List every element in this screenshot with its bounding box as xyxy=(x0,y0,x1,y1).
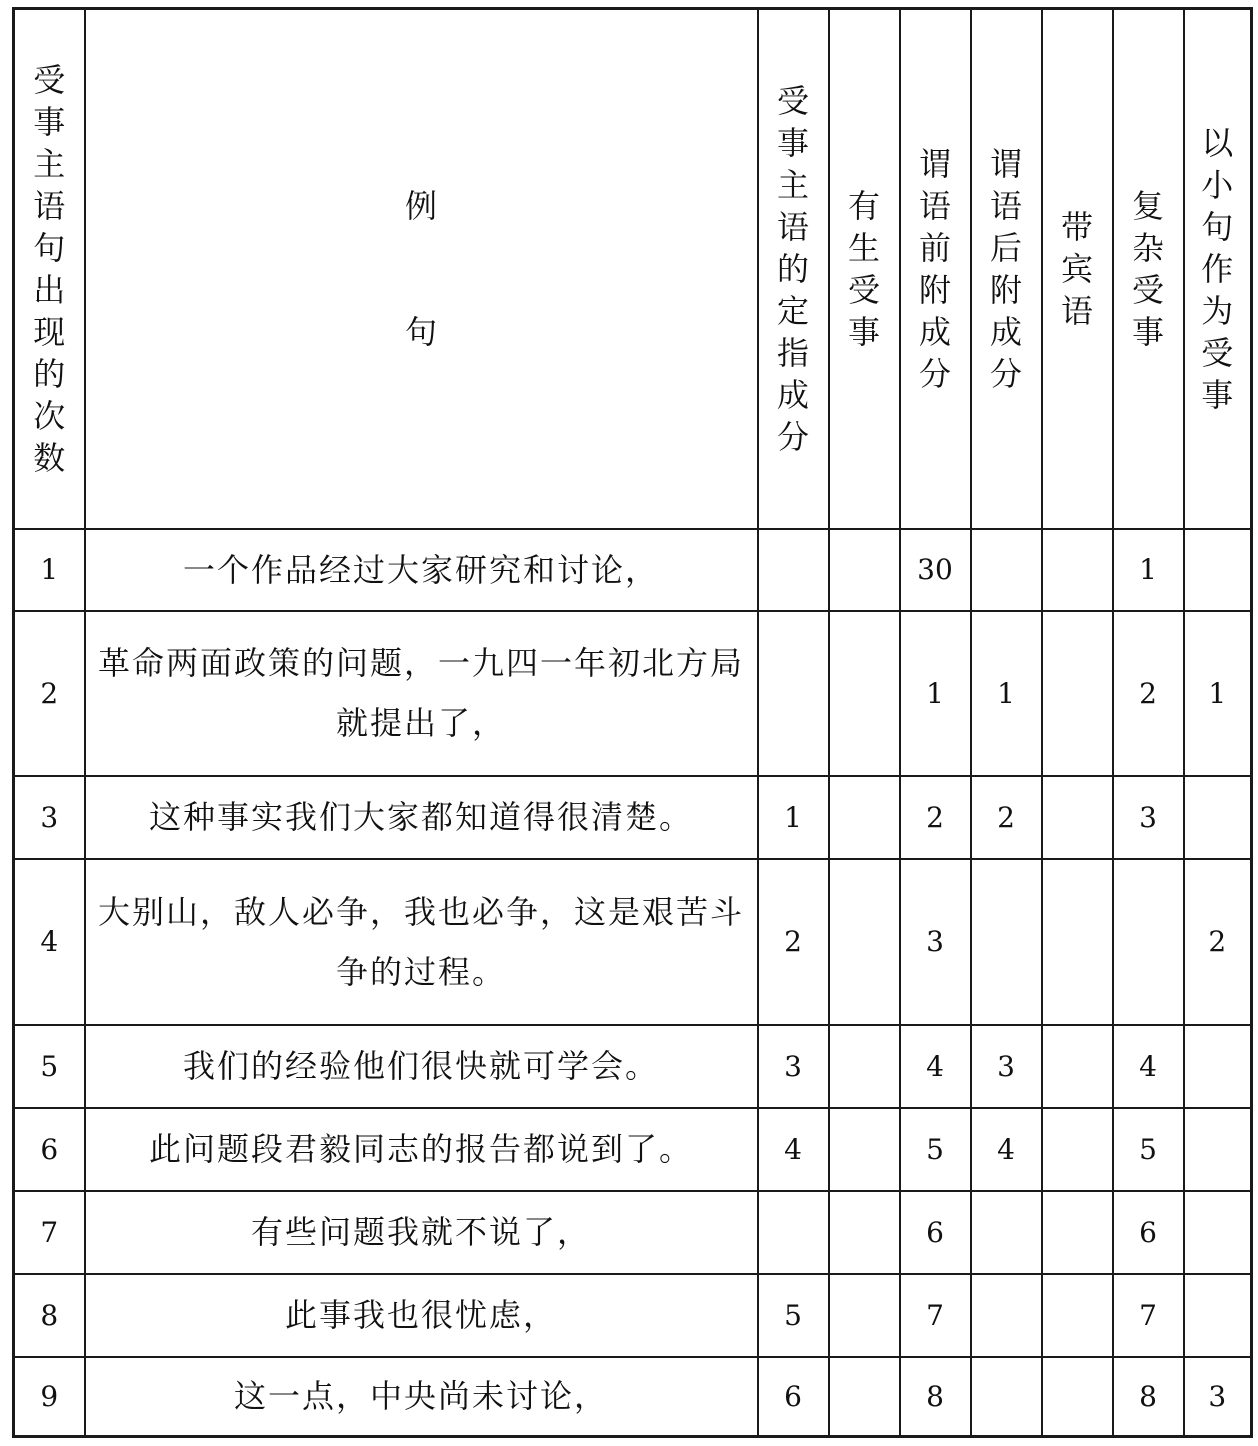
example-sentence: 这一点，中央尚未讨论， xyxy=(85,1357,758,1437)
cell-value: 4 xyxy=(758,1108,829,1191)
cell-value: 30 xyxy=(900,529,971,611)
example-sentence: 有些问题我就不说了， xyxy=(85,1191,758,1274)
cell-value: 6 xyxy=(900,1191,971,1274)
example-sentence: 此问题段君毅同志的报告都说到了。 xyxy=(85,1108,758,1191)
table-row xyxy=(14,1108,1252,1191)
cell-value: 6 xyxy=(1113,1191,1184,1274)
header-col-4: 谓语后附成分 xyxy=(971,9,1042,529)
row-number: 3 xyxy=(14,776,85,859)
cell-value xyxy=(1042,1357,1113,1437)
row-number: 5 xyxy=(14,1025,85,1108)
cell-value: 1 xyxy=(1113,529,1184,611)
cell-value xyxy=(1042,776,1113,859)
header-col-6: 复杂受事 xyxy=(1113,9,1184,529)
table-row xyxy=(14,529,1252,611)
cell-value xyxy=(1184,1108,1252,1191)
header-col-7: 以小句作为受事 xyxy=(1184,9,1252,529)
row-number: 8 xyxy=(14,1274,85,1357)
table-row xyxy=(14,1357,1252,1437)
cell-value xyxy=(1042,611,1113,776)
table-row xyxy=(14,776,1252,859)
row-number: 9 xyxy=(14,1357,85,1437)
cell-value xyxy=(1184,776,1252,859)
row-number: 6 xyxy=(14,1108,85,1191)
cell-value xyxy=(829,1108,900,1191)
cell-value xyxy=(971,1274,1042,1357)
cell-value xyxy=(971,1191,1042,1274)
cell-value: 1 xyxy=(758,776,829,859)
header-example: 例 句 xyxy=(85,9,758,529)
cell-value xyxy=(971,1357,1042,1437)
cell-value: 2 xyxy=(1184,859,1252,1025)
cell-value: 5 xyxy=(900,1108,971,1191)
cell-value xyxy=(829,1274,900,1357)
cell-value: 3 xyxy=(758,1025,829,1108)
header-col-2: 有生受事 xyxy=(829,9,900,529)
header-col-3: 谓语前附成分 xyxy=(900,9,971,529)
cell-value xyxy=(829,611,900,776)
cell-value: 2 xyxy=(971,776,1042,859)
example-sentence: 一个作品经过大家研究和讨论， xyxy=(85,529,758,611)
cell-value: 1 xyxy=(900,611,971,776)
row-number: 7 xyxy=(14,1191,85,1274)
table-row xyxy=(14,1025,1252,1108)
table-row xyxy=(14,859,1252,1025)
cell-value: 8 xyxy=(900,1357,971,1437)
header-col-1: 受事主语的定指成分 xyxy=(758,9,829,529)
example-sentence: 革命两面政策的问题，一九四一年初北方局就提出了， xyxy=(85,611,758,776)
example-sentence: 这种事实我们大家都知道得很清楚。 xyxy=(85,776,758,859)
cell-value xyxy=(758,1191,829,1274)
cell-value: 4 xyxy=(1113,1025,1184,1108)
example-sentence: 此事我也很忧虑， xyxy=(85,1274,758,1357)
cell-value xyxy=(1042,859,1113,1025)
cell-value: 3 xyxy=(1184,1357,1252,1437)
cell-value: 8 xyxy=(1113,1357,1184,1437)
header-count: 受事主语句出现的次数 xyxy=(14,9,85,529)
example-sentence: 我们的经验他们很快就可学会。 xyxy=(85,1025,758,1108)
cell-value xyxy=(758,529,829,611)
cell-value: 2 xyxy=(1113,611,1184,776)
cell-value: 7 xyxy=(1113,1274,1184,1357)
cell-value: 1 xyxy=(971,611,1042,776)
cell-value xyxy=(829,1357,900,1437)
cell-value xyxy=(1184,1025,1252,1108)
table-row xyxy=(14,611,1252,776)
cell-value: 4 xyxy=(900,1025,971,1108)
cell-value xyxy=(1042,1025,1113,1108)
cell-value: 7 xyxy=(900,1274,971,1357)
row-number: 4 xyxy=(14,859,85,1025)
cell-value: 5 xyxy=(758,1274,829,1357)
cell-value: 5 xyxy=(1113,1108,1184,1191)
passive-subject-table xyxy=(12,7,1253,1438)
cell-value xyxy=(971,529,1042,611)
cell-value xyxy=(829,1025,900,1108)
table-row xyxy=(14,1191,1252,1274)
cell-value: 1 xyxy=(1184,611,1252,776)
cell-value xyxy=(1042,1191,1113,1274)
row-number: 2 xyxy=(14,611,85,776)
cell-value xyxy=(1184,529,1252,611)
cell-value xyxy=(829,776,900,859)
example-sentence: 大别山，敌人必争，我也必争，这是艰苦斗争的过程。 xyxy=(85,859,758,1025)
cell-value xyxy=(829,859,900,1025)
cell-value: 6 xyxy=(758,1357,829,1437)
cell-value xyxy=(1042,1108,1113,1191)
cell-value xyxy=(1042,1274,1113,1357)
cell-value xyxy=(1184,1191,1252,1274)
cell-value: 3 xyxy=(900,859,971,1025)
header-col-5: 带宾语 xyxy=(1042,9,1113,529)
cell-value: 2 xyxy=(900,776,971,859)
cell-value xyxy=(829,1191,900,1274)
cell-value xyxy=(758,611,829,776)
cell-value xyxy=(829,529,900,611)
cell-value xyxy=(971,859,1042,1025)
cell-value: 4 xyxy=(971,1108,1042,1191)
table-row xyxy=(14,1274,1252,1357)
cell-value: 3 xyxy=(971,1025,1042,1108)
cell-value xyxy=(1184,1274,1252,1357)
cell-value xyxy=(1042,529,1113,611)
cell-value: 3 xyxy=(1113,776,1184,859)
header-row xyxy=(14,9,1252,529)
cell-value: 2 xyxy=(758,859,829,1025)
row-number: 1 xyxy=(14,529,85,611)
cell-value xyxy=(1113,859,1184,1025)
